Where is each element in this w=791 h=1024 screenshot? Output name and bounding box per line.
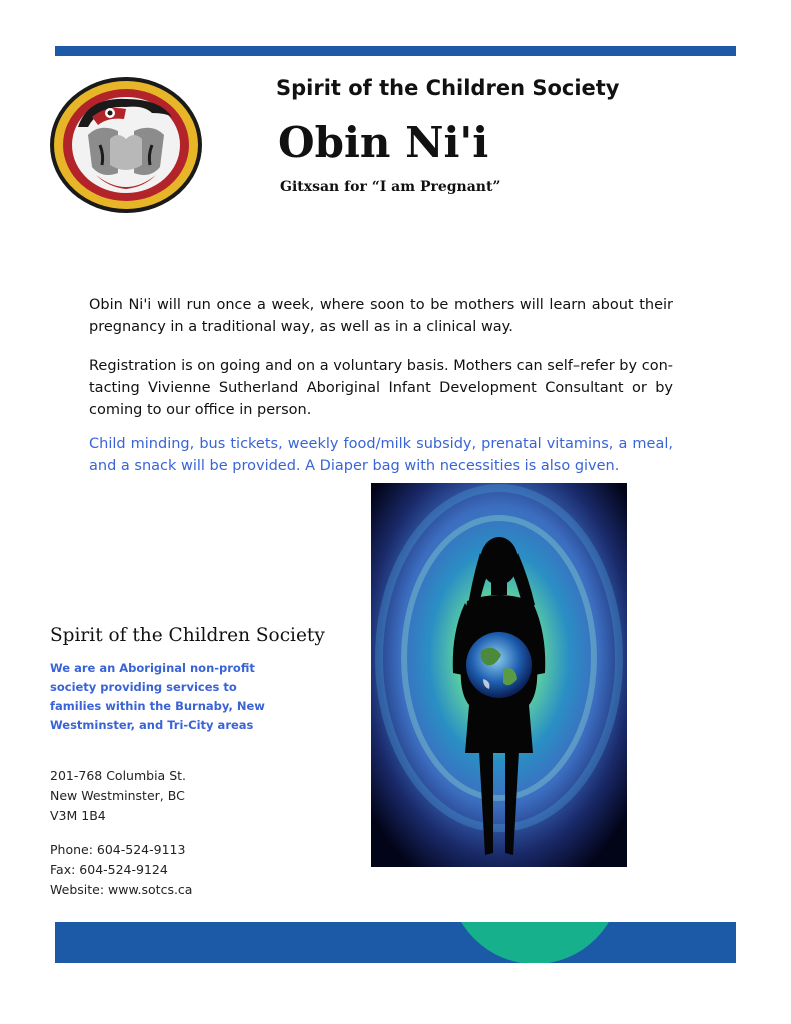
about-blurb: We are an Aboriginal non-profit society providing services to families within the Burnaby, New Westminster, and Tri-City areas	[50, 661, 265, 732]
top-divider-bar	[55, 46, 736, 56]
registration-info: Registration is on going and on a voluntary basis. Mothers can self–refer by contacting Vivienne Sutherland Aboriginal Infant Development Consultant or by coming to our office in person.	[89, 358, 673, 418]
address-street: 201-768 Columbia St.	[50, 768, 186, 783]
website-link[interactable]: Website: www.sotcs.ca	[50, 882, 193, 897]
address-city: New Westminster, BC	[50, 788, 185, 803]
society-logo	[48, 75, 204, 215]
page-subtitle: Gitxsan for “I am Pregnant”	[280, 179, 501, 195]
fax-number: Fax: 604-524-9124	[50, 862, 168, 877]
org-heading: Spirit of the Children Society	[276, 76, 620, 100]
contact-block	[50, 840, 192, 900]
bottom-footer-bar	[55, 922, 736, 963]
address-postal: V3M 1B4	[50, 808, 106, 823]
provided-services: Child minding, bus tickets, weekly food/milk subsidy, prenatal vitamins, a meal, and a snack will be provided. A Diaper bag with necessities is also given.	[89, 436, 673, 474]
pregnant-woman-image	[371, 483, 627, 867]
sidebar-org-name: Spirit of the Children Society	[50, 625, 325, 646]
address-block	[50, 766, 186, 826]
program-description: Obin Ni'i will run once a week, where soon to be mothers will learn about their pregnancy in a traditional way, as well as in a clinical way.	[89, 297, 673, 335]
phone-number: Phone: 604-524-9113	[50, 842, 186, 857]
page-title: Obin Ni'i	[278, 118, 489, 167]
footer-green-arc	[449, 922, 621, 963]
